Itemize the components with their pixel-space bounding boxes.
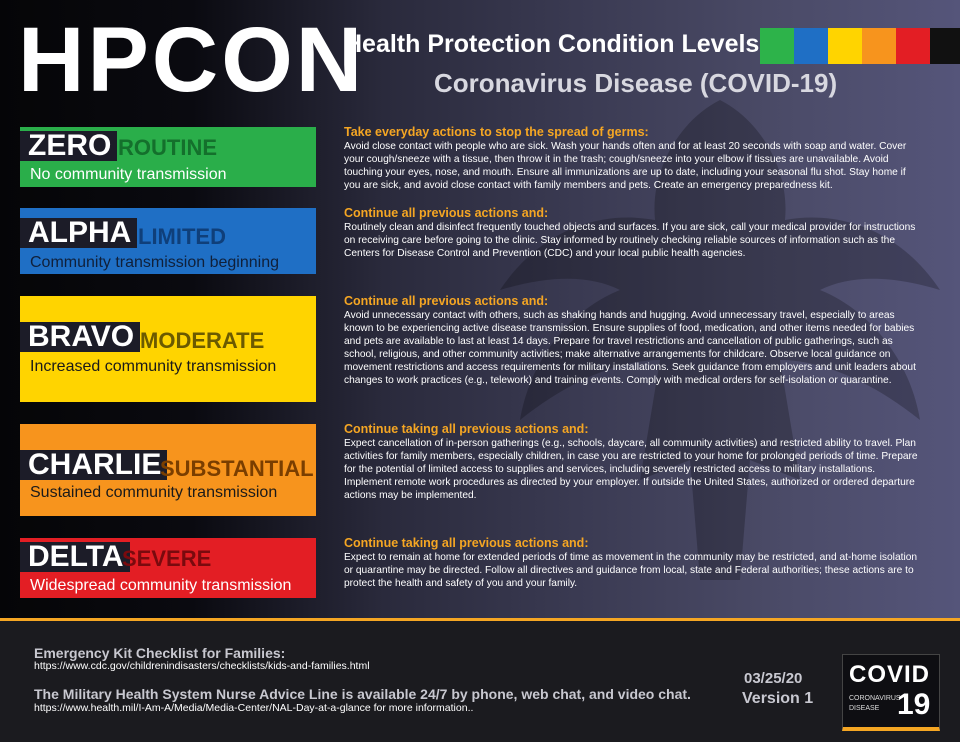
- level-charlie: [20, 424, 316, 516]
- level-description: No community transmission: [30, 166, 227, 183]
- guidance-heading: Continue all previous actions and:: [344, 294, 549, 308]
- guidance-heading: Take everyday actions to stop the spread of germs:: [344, 125, 649, 139]
- guidance-delta: [344, 536, 924, 590]
- level-name: ALPHA: [20, 218, 137, 248]
- guidance-body: Expect cancellation of in-person gatherings (e.g., schools, daycare, all community activities) and restricted ability to travel. Plan activities for family members, especially children, in case you are restricted to your home for prolonged periods of time. Prepare for the potential of limited access to supplies and services, including severely restricted access to military installations. Implement remote work procedures as directed by your employer. If outside the United States, authorized or ordered departure actions may be implemented.: [344, 438, 918, 501]
- level-delta: [20, 538, 316, 598]
- color-stripe: [760, 28, 794, 64]
- nurse-line-heading: The Military Health System Nurse Advice Line is available 24/7 by phone, web chat, and video chat.: [34, 686, 691, 702]
- level-bravo: [20, 296, 316, 402]
- level-word: LIMITED: [138, 224, 226, 249]
- badge-line1: CORONAVIRUS: [849, 695, 901, 702]
- guidance-body: Avoid unnecessary contact with others, such as shaking hands and hugging. Avoid unnecessary travel, especially to areas known to be experiencing active disease transmission. Ensure supplies of food, medication, and other items needed for babies and pets are available to last at least 14 days. Prepare for travel restrictions and cancellation of public gatherings, such as school, religious, and other community activities; make alternative arrangements for childcare. Observe local guidance on movement restrictions and access requirements for military installations. Seek guidance from employers and unit leaders about changes to work practices (e.g., telework) and training events. Comply with medical orders for self-isolation or quarantine.: [344, 310, 916, 386]
- badge-line2: DISEASE: [849, 705, 880, 712]
- level-description: Sustained community transmission: [30, 484, 278, 501]
- poster-title: Health Protection Condition Levels: [344, 30, 760, 58]
- color-stripe: [862, 28, 896, 64]
- level-word: ROUTINE: [118, 135, 217, 160]
- kit-link[interactable]: https://www.cdc.gov/childrenindisasters/checklists/kids-and-families.html: [34, 660, 370, 672]
- kit-heading: Emergency Kit Checklist for Families:: [34, 645, 286, 661]
- footer: [0, 618, 960, 742]
- level-zero: [20, 127, 316, 187]
- level-description: Increased community transmission: [30, 358, 277, 375]
- color-stripe: [896, 28, 930, 64]
- level-alpha: [20, 208, 316, 274]
- nurse-line-link[interactable]: https://www.health.mil/I-Am-A/Media/Media-Center/NAL-Day-at-a-glance for more information..: [34, 702, 474, 714]
- level-word: SUBSTANTIAL: [160, 456, 314, 481]
- guidance-heading: Continue taking all previous actions and:: [344, 536, 589, 550]
- color-stripe: [828, 28, 862, 64]
- color-stripe: [930, 28, 960, 64]
- level-name: BRAVO: [20, 322, 140, 352]
- level-word: MODERATE: [140, 328, 265, 353]
- guidance-body: Routinely clean and disinfect frequently touched objects and surfaces. If you are sick, call your medical provider for instructions on receiving care before going to the clinic. Stay informed by routinely checking reliable sources of information such as the Centers for Disease Control and Prevention (CDC) and your local public health agencies.: [344, 222, 916, 259]
- guidance-heading: Continue all previous actions and:: [344, 206, 549, 220]
- badge-covid-text: COVID: [849, 661, 931, 688]
- badge-number: 19: [897, 688, 931, 721]
- guidance-bravo: [344, 294, 924, 387]
- version-label: Version 1: [742, 690, 814, 707]
- guidance-alpha: [344, 206, 924, 260]
- level-word: SEVERE: [122, 546, 212, 571]
- level-description: Community transmission beginning: [30, 254, 279, 271]
- guidance-body: Avoid close contact with people who are sick. Wash your hands often and for at least 20 seconds with soap and water. Cover your cough/sneeze with a tissue, then throw it in the trash; cough/sneeze into your elbow if tissues are unavailable. Avoid touching your eyes, nose, and mouth. Ensure all immunizations are up to date, including your seasonal flu shot. Stay home if you are sick, and avoid close contact with family members and pets. Create an emergency preparedness kit.: [344, 141, 907, 191]
- level-name: CHARLIE: [20, 450, 167, 480]
- guidance-zero: [344, 125, 924, 192]
- release-date: 03/25/20: [744, 670, 803, 687]
- level-name: DELTA: [20, 542, 130, 572]
- level-description: Widespread community transmission: [30, 577, 292, 594]
- covid19-badge: [842, 654, 940, 731]
- guidance-charlie: [344, 422, 924, 502]
- level-name: ZERO: [20, 131, 117, 161]
- poster-subtitle: Coronavirus Disease (COVID-19): [434, 68, 838, 98]
- hpcon-title: HPCON: [18, 9, 366, 111]
- guidance-body: Expect to remain at home for extended periods of time as movement in the community may be restricted, and at-home isolation or quarantine may be directed. Follow all directives and guidance from local, state and Federal authorities; these actions are to protect the health and safety of you and your family.: [344, 552, 918, 589]
- color-stripe: [794, 28, 828, 64]
- guidance-heading: Continue taking all previous actions and:: [344, 422, 589, 436]
